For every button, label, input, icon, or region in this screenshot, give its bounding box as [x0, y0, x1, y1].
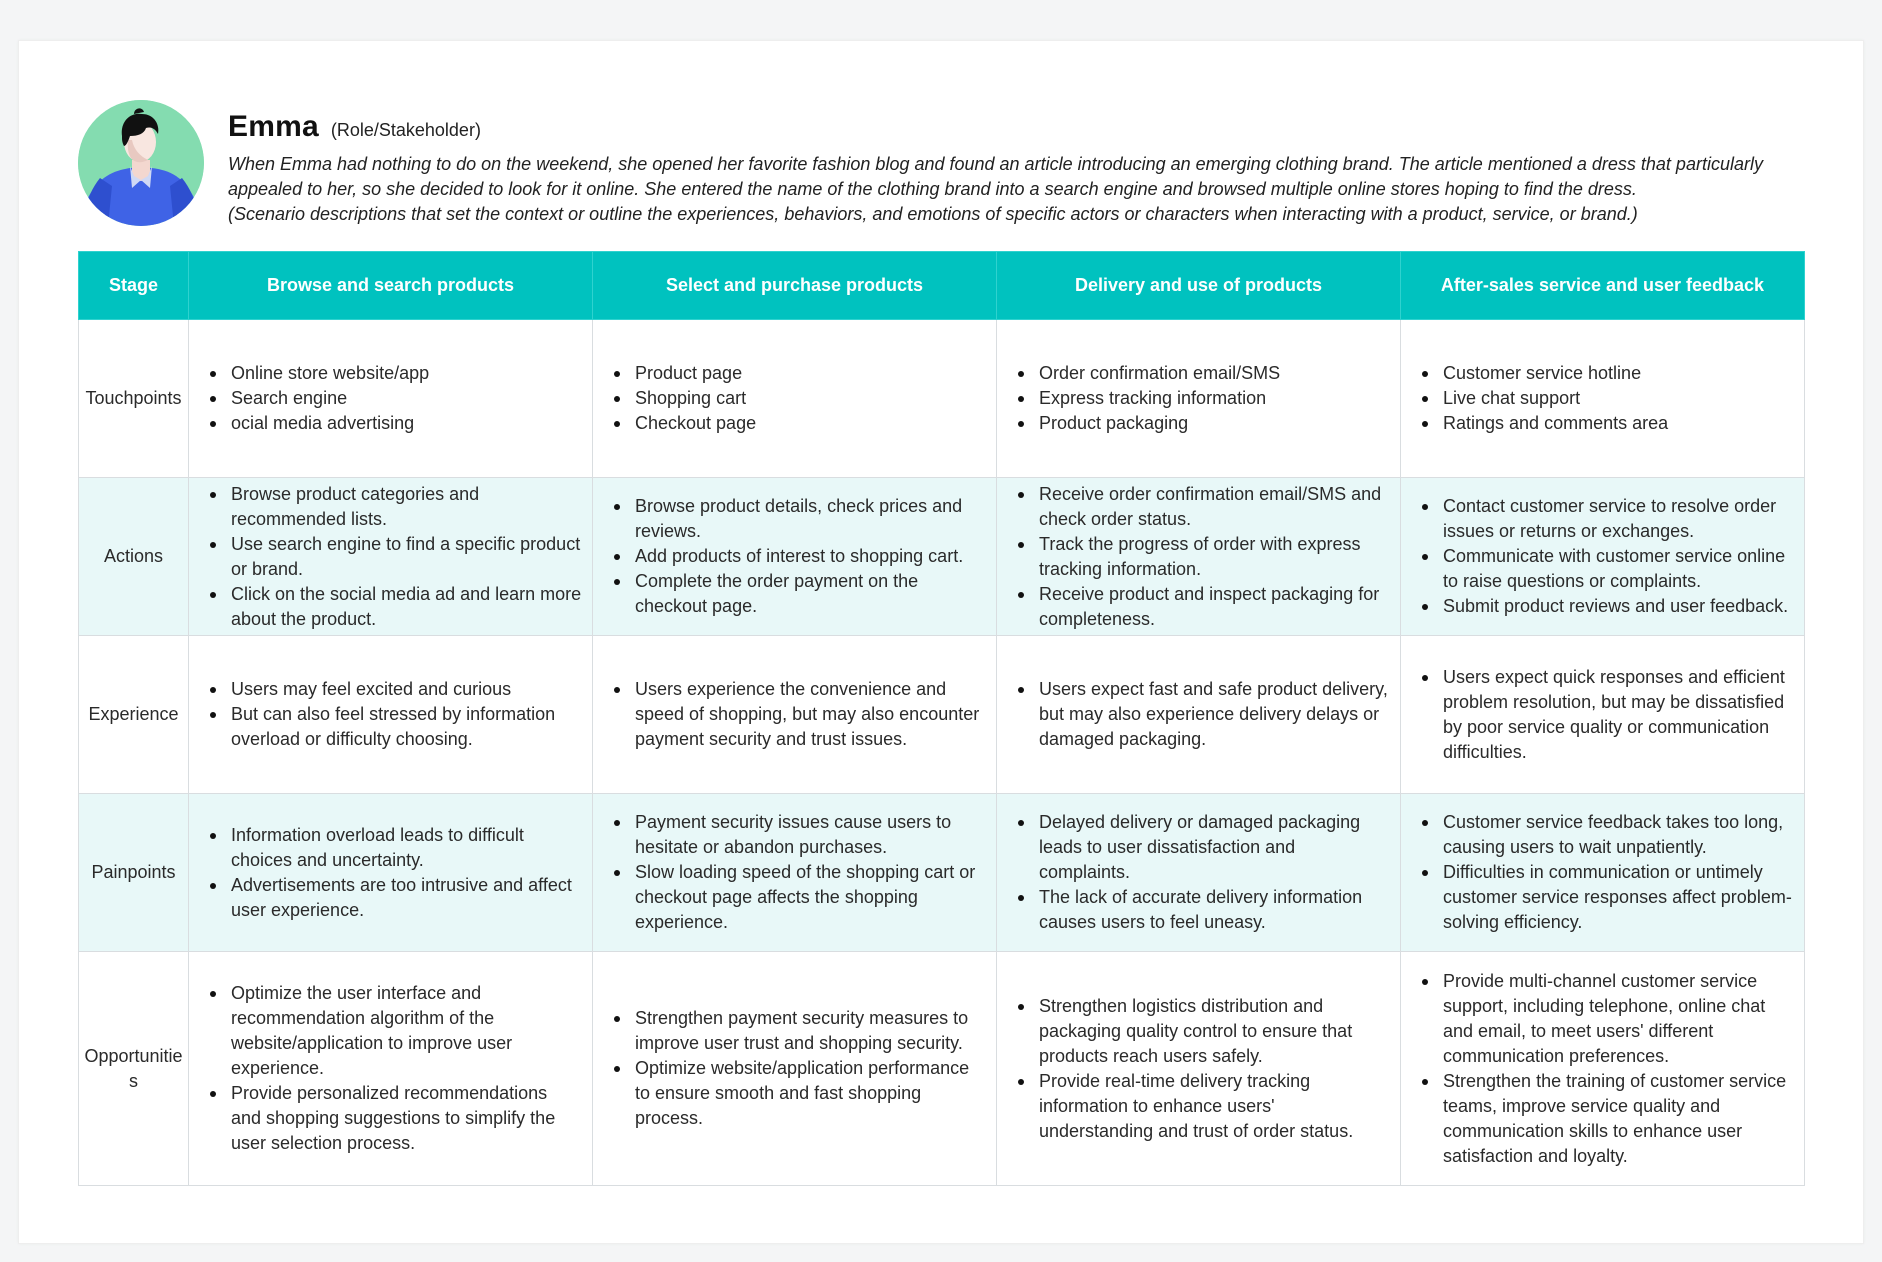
list-item: Users expect quick responses and efficient problem resolution, but may be dissatisfied by poor service quality or communication difficulties.	[1413, 665, 1794, 765]
bullet-list	[201, 361, 582, 436]
bullet-list	[1413, 969, 1794, 1169]
list-item: Shopping cart	[605, 386, 986, 411]
persona-info	[228, 110, 1804, 227]
list-item: Provide personalized recommendations and shopping suggestions to simplify the user selection process.	[201, 1081, 582, 1156]
table-cell	[189, 636, 593, 794]
list-item: Difficulties in communication or untimely customer service responses affect problem-solving efficiency.	[1413, 860, 1794, 935]
list-item: Product page	[605, 361, 986, 386]
bullet-list	[201, 677, 582, 752]
list-item: Strengthen the training of customer service teams, improve service quality and communication skills to enhance user satisfaction and loyalty.	[1413, 1069, 1794, 1169]
list-item: Payment security issues cause users to hesitate or abandon purchases.	[605, 810, 986, 860]
list-item: Communicate with customer service online to raise questions or complaints.	[1413, 544, 1794, 594]
list-item: Contact customer service to resolve order issues or returns or exchanges.	[1413, 494, 1794, 544]
list-item: Online store website/app	[201, 361, 582, 386]
table-cell	[997, 794, 1401, 952]
list-item: Users experience the convenience and speed of shopping, but may also encounter payment security and trust issues.	[605, 677, 986, 752]
table-row	[79, 794, 1805, 952]
table-cell	[189, 794, 593, 952]
bullet-list	[1009, 361, 1390, 436]
bullet-list	[605, 361, 986, 436]
list-item: Ratings and comments area	[1413, 411, 1794, 436]
list-item: Browse product categories and recommended lists.	[201, 482, 582, 532]
column-header-browse: Browse and search products	[189, 252, 593, 320]
row-label: Opportunities	[79, 952, 189, 1186]
table-cell	[1401, 478, 1805, 636]
row-label: Actions	[79, 478, 189, 636]
bullet-list	[1413, 494, 1794, 619]
list-item: Receive order confirmation email/SMS and check order status.	[1009, 482, 1390, 532]
table-cell	[189, 478, 593, 636]
list-item: Complete the order payment on the checkout page.	[605, 569, 986, 619]
persona-header	[78, 100, 1804, 240]
list-item: ocial media advertising	[201, 411, 582, 436]
list-item: Users expect fast and safe product delivery, but may also experience delivery delays or damaged packaging.	[1009, 677, 1390, 752]
list-item: But can also feel stressed by information overload or difficulty choosing.	[201, 702, 582, 752]
list-item: Order confirmation email/SMS	[1009, 361, 1390, 386]
list-item: Optimize website/application performance to ensure smooth and fast shopping process.	[605, 1056, 986, 1131]
list-item: Click on the social media ad and learn more about the product.	[201, 582, 582, 632]
list-item: Add products of interest to shopping cart.	[605, 544, 986, 569]
list-item: Live chat support	[1413, 386, 1794, 411]
list-item: Delayed delivery or damaged packaging leads to user dissatisfaction and complaints.	[1009, 810, 1390, 885]
scenario-text: When Emma had nothing to do on the weekend, she opened her favorite fashion blog and found an article introducing an emerging clothing brand. The article mentioned a dress that particularly appealed to her, so she decided to look for it online. She entered the name of the clothing brand into a search engine and browsed multiple online stores hoping to find the dress.	[228, 154, 1763, 199]
list-item: Submit product reviews and user feedback.	[1413, 594, 1794, 619]
bullet-list	[1009, 994, 1390, 1144]
list-item: Strengthen logistics distribution and packaging quality control to ensure that products reach users safely.	[1009, 994, 1390, 1069]
list-item: Use search engine to find a specific product or brand.	[201, 532, 582, 582]
list-item: Optimize the user interface and recommendation algorithm of the website/application to improve user experience.	[201, 981, 582, 1081]
table-cell	[1401, 636, 1805, 794]
table-cell	[593, 794, 997, 952]
table-cell	[1401, 952, 1805, 1186]
bullet-list	[605, 810, 986, 935]
bullet-list	[1413, 361, 1794, 436]
bullet-list	[1413, 810, 1794, 935]
list-item: Customer service feedback takes too long, causing users to wait unpatiently.	[1413, 810, 1794, 860]
bullet-list	[605, 677, 986, 752]
bullet-list	[605, 1006, 986, 1131]
row-label: Painpoints	[79, 794, 189, 952]
row-label: Experience	[79, 636, 189, 794]
table-cell	[997, 478, 1401, 636]
journey-map-table	[78, 251, 1805, 1186]
table-cell	[1401, 794, 1805, 952]
table-cell	[593, 636, 997, 794]
list-item: Provide real-time delivery tracking information to enhance users' understanding and trust of order status.	[1009, 1069, 1390, 1144]
bullet-list	[201, 981, 582, 1156]
table-cell	[997, 320, 1401, 478]
list-item: Users may feel excited and curious	[201, 677, 582, 702]
list-item: The lack of accurate delivery information causes users to feel uneasy.	[1009, 885, 1390, 935]
table-cell	[593, 952, 997, 1186]
list-item: Slow loading speed of the shopping cart or checkout page affects the shopping experience.	[605, 860, 986, 935]
column-header-stage: Stage	[79, 252, 189, 320]
table-cell	[189, 320, 593, 478]
table-cell	[1401, 320, 1805, 478]
bullet-list	[1413, 665, 1794, 765]
list-item: Product packaging	[1009, 411, 1390, 436]
list-item: Receive product and inspect packaging for completeness.	[1009, 582, 1390, 632]
bullet-list	[201, 823, 582, 923]
bullet-list	[1009, 482, 1390, 632]
bullet-list	[1009, 810, 1390, 935]
list-item: Provide multi-channel customer service support, including telephone, online chat and email, to meet users' different communication preferences.	[1413, 969, 1794, 1069]
scenario-note: (Scenario descriptions that set the context or outline the experiences, behaviors, and emotions of specific actors or characters when interacting with a product, service, or brand.)	[228, 204, 1638, 224]
column-header-delivery: Delivery and use of products	[997, 252, 1401, 320]
bullet-list	[605, 494, 986, 619]
table-row	[79, 636, 1805, 794]
bullet-list	[1009, 677, 1390, 752]
bullet-list	[201, 482, 582, 632]
list-item: Strengthen payment security measures to improve user trust and shopping security.	[605, 1006, 986, 1056]
row-label: Touchpoints	[79, 320, 189, 478]
table-row	[79, 952, 1805, 1186]
list-item: Information overload leads to difficult choices and uncertainty.	[201, 823, 582, 873]
table-cell	[593, 320, 997, 478]
persona-title-line	[228, 110, 1804, 144]
list-item: Checkout page	[605, 411, 986, 436]
column-header-purchase: Select and purchase products	[593, 252, 997, 320]
column-header-after-sales: After-sales service and user feedback	[1401, 252, 1805, 320]
table-cell	[997, 636, 1401, 794]
persona-role: (Role/Stakeholder)	[330, 120, 481, 140]
table-row	[79, 320, 1805, 478]
table-cell	[189, 952, 593, 1186]
person-avatar-icon	[78, 100, 204, 226]
list-item: Search engine	[201, 386, 582, 411]
table-cell	[593, 478, 997, 636]
table-header-row	[79, 252, 1805, 320]
scenario-description	[228, 152, 1804, 227]
table-row	[79, 478, 1805, 636]
list-item: Express tracking information	[1009, 386, 1390, 411]
list-item: Track the progress of order with express tracking information.	[1009, 532, 1390, 582]
list-item: Advertisements are too intrusive and affect user experience.	[201, 873, 582, 923]
list-item: Customer service hotline	[1413, 361, 1794, 386]
list-item: Browse product details, check prices and reviews.	[605, 494, 986, 544]
persona-name: Emma	[228, 110, 319, 143]
table-cell	[997, 952, 1401, 1186]
